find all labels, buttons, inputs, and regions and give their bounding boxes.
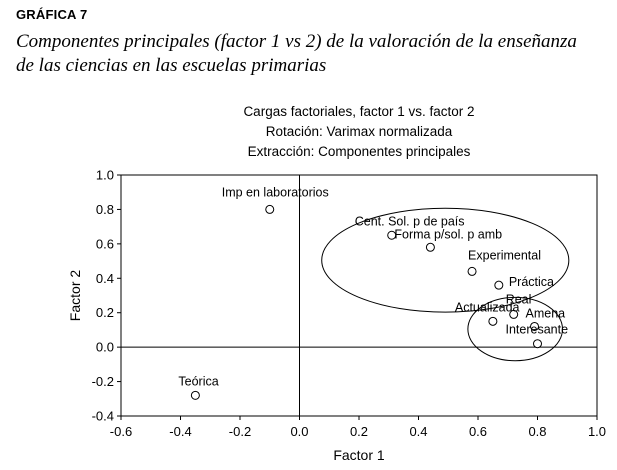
x-tick-label: 0.8 (528, 424, 547, 439)
y-tick-label: 0.8 (95, 201, 114, 217)
figure-caption-line-1: Componentes principales (factor 1 vs 2) de la valoración de la enseñanza (16, 31, 577, 52)
x-tick-label: -0.6 (109, 424, 133, 439)
y-tick-label: -0.2 (91, 374, 114, 390)
y-axis-label: Factor 2 (67, 269, 83, 322)
figure-label: GRÁFICA 7 (16, 7, 88, 22)
y-tick-label: 0.2 (95, 305, 114, 321)
y-axis-ticks (92, 168, 121, 424)
figure-caption-line-2: de las ciencias en las escuelas primarias (16, 55, 327, 76)
data-point-label: Imp en laboratorios (221, 185, 329, 200)
y-tick-label: 0.4 (95, 270, 114, 286)
chart-title-line: Cargas factoriales, factor 1 vs. factor 2 (243, 104, 475, 119)
data-point-label: Experimental (468, 248, 542, 263)
x-tick-label: 0.4 (409, 424, 428, 439)
x-tick-label: 0.2 (349, 424, 369, 439)
chart-title (243, 104, 474, 159)
x-tick-label: 1.0 (587, 424, 607, 439)
data-point-label: Real (505, 292, 532, 307)
chart-title-line: Rotación: Varimax normalizada (265, 124, 453, 139)
y-tick-label: -0.4 (91, 408, 114, 424)
data-point (266, 205, 274, 213)
y-tick-label: 1.0 (95, 167, 114, 183)
y-tick-label: 0.0 (95, 339, 114, 355)
data-point-label: Actualizada (454, 300, 520, 315)
data-point (489, 317, 497, 325)
data-point-label: Forma p/sol. p amb (394, 227, 503, 242)
x-tick-label: -0.2 (228, 424, 252, 439)
x-axis-label: Factor 1 (333, 447, 385, 463)
x-tick-label: -0.4 (169, 424, 192, 439)
data-point-label: Cent. Sol. p de país (354, 214, 465, 229)
data-point-label: Interesante (505, 322, 569, 337)
data-point (468, 267, 476, 275)
data-point (534, 340, 542, 348)
chart-title-line: Extracción: Componentes principales (247, 144, 471, 159)
data-point (426, 243, 434, 251)
data-point (191, 391, 199, 399)
data-point (495, 281, 503, 289)
data-point-label: Teórica (178, 374, 219, 389)
y-tick-label: 0.6 (95, 236, 114, 252)
x-tick-label: 0.0 (290, 424, 309, 439)
x-axis-ticks (110, 416, 606, 439)
x-tick-label: 0.6 (468, 424, 488, 439)
data-points (178, 185, 568, 399)
data-point-label: Amena (525, 306, 566, 321)
data-point-label: Práctica (508, 275, 554, 290)
